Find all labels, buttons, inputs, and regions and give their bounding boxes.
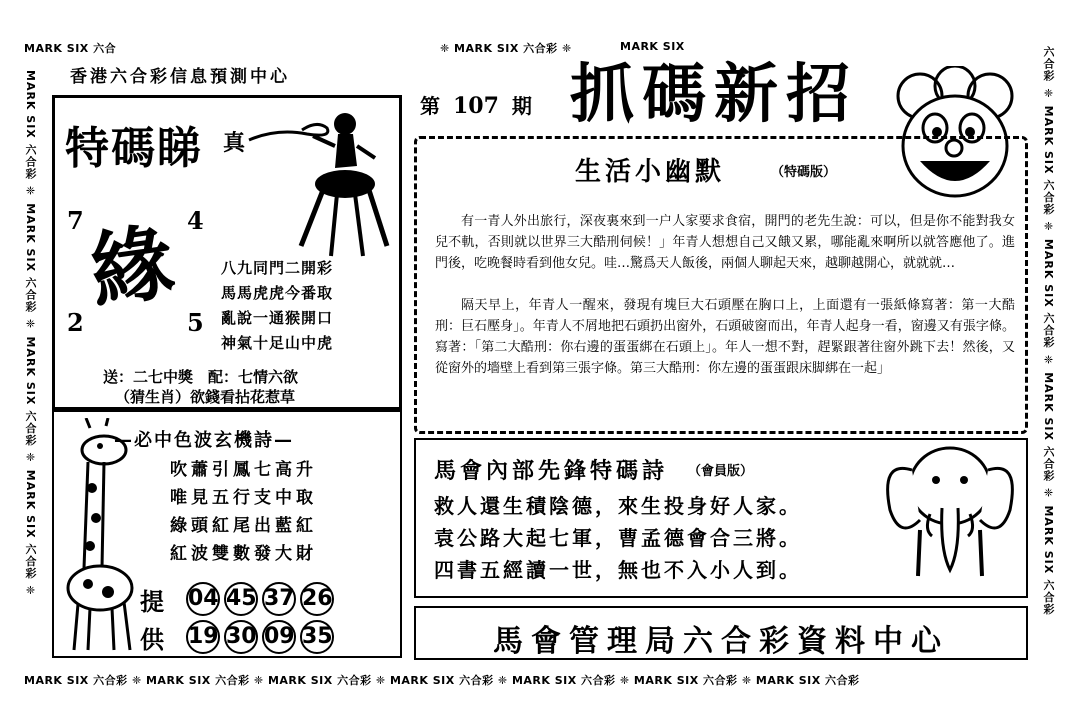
tema-poem	[221, 256, 333, 356]
tema-number-1: 7	[67, 206, 84, 235]
tema-title: 特碼睇	[65, 123, 203, 174]
humor-title: 生活小幽默	[575, 157, 726, 187]
number-ball: 35	[300, 620, 334, 654]
humor-box	[414, 136, 1028, 434]
humor-paragraph-2: 隔天早上，年青人一醒來，發現有塊巨大石頭壓在胸口上，上面還有一張紙條寫著：第一大酷刑：巨石壓身」。年青人不屑地把石頭扔出窗外，石頭破窗而出，年青人起身一看，窗邊又有張字條。寫著：「第二大酷刑：你右邊的蛋蛋綁在石頭上」。年人一想不對，趕緊跟著往窗外跳下去！然後，又從窗外的墻壁上看到第三張字條。第三大酷刑：你左邊的蛋蛋跟床脚綁在一起」	[435, 298, 1015, 376]
number-ball: 04	[186, 582, 220, 616]
humor-paragraph-1: 有一青人外出旅行，深夜裏來到一户人家要求食宿，開門的老先生說：可以，但是你不能對我女兒不軌，否則就以世界三大酷刑伺候！」年青人想想自己又餓又累，哪能亂來啊所以就答應他了。進門後，吃晚餐時看到他女兒。哇…驚爲天人飯後，兩個人聊起天來，越聊越開心，就就就…	[435, 214, 1015, 271]
tema-big-char: 緣	[84, 213, 180, 321]
poem-title: —必中色波玄機詩—	[114, 430, 294, 451]
tema-box	[52, 95, 402, 410]
poem-box	[52, 410, 402, 658]
number-ball: 37	[262, 582, 296, 616]
elephant-icon	[880, 430, 1020, 580]
main-title: 抓碼新招	[570, 57, 858, 132]
poem-line: 綠頭紅尾出藍紅	[170, 516, 317, 536]
tema-number-3: 2	[67, 308, 84, 337]
banner-text: 馬會管理局六合彩資料中心	[493, 624, 949, 659]
pioneer-line: 救人還生積陰德，來生投身好人家。	[434, 494, 802, 518]
poem-line: 紅波雙數發大財	[170, 544, 317, 564]
issue-number: 107	[452, 93, 499, 119]
right-side-marks: 六合彩 ❈ MARK SIX 六合彩 ❈ MARK SIX 六合彩 ❈ MARK SIX 六合彩 ❈ MARK SIX 六合彩	[1042, 46, 1055, 616]
footer-marks: MARK SIX 六合彩 ❈ MARK SIX 六合彩 ❈ MARK SIX 六合彩 ❈ MARK SIX 六合彩 ❈ MARK SIX 六合彩 ❈ MARK SIX 六合彩 ❈ MARK SIX 六合彩	[24, 674, 860, 687]
pioneer-title: 馬會內部先鋒特碼詩	[434, 459, 669, 484]
header-mark-mid2: MARK SIX	[620, 40, 685, 53]
tema-guess-line: （猜生肖）欲錢看拈花惹草	[115, 388, 296, 406]
header-mark-left: MARK SIX 六合	[24, 42, 117, 55]
issue-suffix: 期	[511, 94, 532, 118]
provide-label-1: 提	[140, 588, 164, 616]
tema-poem-line: 亂說一通猴開口	[221, 309, 334, 327]
poem-line: 吹蕭引鳳七高升	[170, 460, 317, 480]
issue-line	[420, 90, 532, 119]
center-name: 香港六合彩信息預測中心	[70, 67, 290, 87]
tema-poem-line: 八九同門二開彩	[221, 259, 334, 277]
dancer-figure-icon	[283, 106, 398, 261]
giraffe-icon	[60, 418, 142, 654]
number-ball: 19	[186, 620, 220, 654]
tema-number-2: 4	[187, 206, 204, 235]
pioneer-lines	[434, 490, 802, 586]
tema-poem-line: 神氣十足山中虎	[221, 334, 334, 352]
pioneer-subtitle: （會員版）	[688, 464, 754, 479]
number-ball: 09	[262, 620, 296, 654]
number-row-2	[186, 620, 338, 654]
tema-poem-line: 馬馬虎虎今番取	[221, 284, 334, 302]
pioneer-line: 四書五經讀一世，無也不入小人到。	[434, 558, 802, 582]
number-ball: 26	[300, 582, 334, 616]
tema-number-4: 5	[187, 308, 204, 337]
provide-label-2: 供	[140, 626, 164, 654]
tema-send-line: 送：二七中獎 配：七情六欲	[103, 368, 299, 386]
number-row-1	[186, 582, 338, 616]
poem-lines	[170, 456, 317, 568]
left-side-marks: MARK SIX 六合彩 ❈ MARK SIX 六合彩 ❈ MARK SIX 六合彩 ❈ MARK SIX 六合彩 ❈	[24, 70, 37, 599]
number-ball: 30	[224, 620, 258, 654]
issue-prefix: 第	[420, 94, 440, 118]
pioneer-line: 袁公路大起七軍，曹孟德會合三將。	[434, 526, 802, 550]
header-mark-mid: ❈ MARK SIX 六合彩 ❈	[440, 42, 572, 55]
poem-line: 唯見五行支中取	[170, 488, 317, 508]
number-ball: 45	[224, 582, 258, 616]
humor-subtitle: （特碼版）	[771, 165, 837, 180]
bottom-banner	[414, 606, 1028, 660]
tema-title-extra: 真	[223, 130, 246, 156]
